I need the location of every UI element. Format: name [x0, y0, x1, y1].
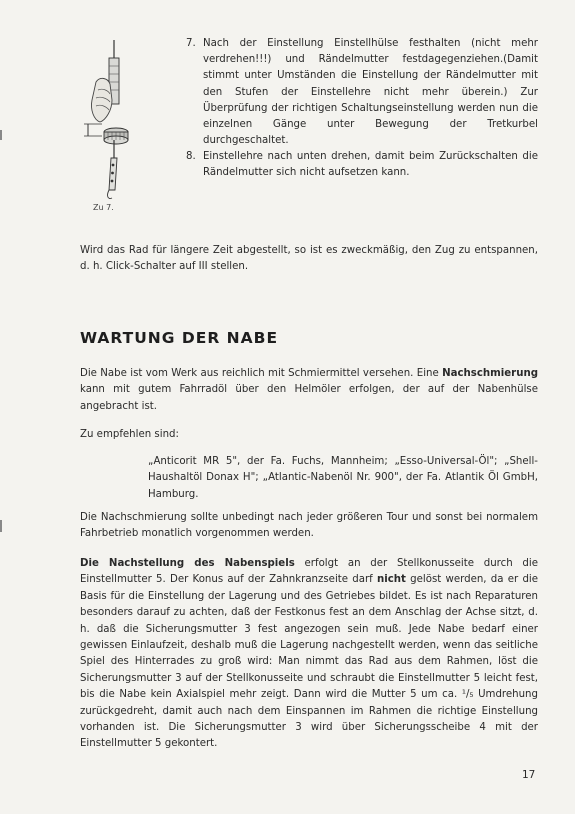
relubrication-note: Die Nachschmierung sollte unbedingt nach jeder größeren Tour und sonst bei normalem Fahrbetrieb monatlich vorgenommen werden.	[80, 512, 538, 540]
step-7	[186, 36, 538, 149]
page-number: 17	[522, 769, 536, 781]
oils-list: „Anticorit MR 5", der Fa. Fuchs, Mannheim; „Esso-Universal-Öl"; „Shell-Haushaltöl Donax H"; „Atlantic-Nabenöl Nr. 900", der Fa. Atlantik Öl GmbH, Hamburg.	[148, 456, 538, 500]
lubrication-text-end: kann mit gutem Fahrradöl über den Helmöler erfolgen, der auf der Nabenhülse angebracht ist.	[80, 384, 538, 412]
lubrication-keyword: Nachschmierung	[442, 368, 538, 379]
lubrication-text-start: Die Nabe ist vom Werk aus reichlich mit Schmiermittel versehen. Eine	[80, 368, 443, 379]
step-text: Nach der Einstellung Einstellhülse festhalten (nicht mehr verdrehen!!!) und Rändelmutter festdagegenziehen.(Damit stimmt unter Umständen die Einstellung der Rändelmutter mit den Stufen der Einstellehre nicht mehr überein.) Zur Überprüfung der richtigen Schaltungseinstellung werden nun die einzelnen Gänge unter Bewegung der Tretkurbel durchgeschaltet.	[203, 38, 538, 147]
adjustment-text-1: erfolgt an der Stellkonusseite durch die Einstellmutter 5. Der Konus auf der Zahnkranzseite darf	[80, 558, 538, 586]
step-text: Einstellehre nach unten drehen, damit beim Zurückschalten die Rändelmutter sich nicht aufsetzen kann.	[203, 151, 538, 179]
section-heading: WARTUNG DER NABE	[80, 329, 279, 347]
adjustment-text-2: gelöst werden, da er die Basis für die Einstellung der Lagerung und des Getriebes bildet. Es ist nach Reparaturen besonders darauf zu achten, daß der Festkonus fest an dem Anschlag der Achse sitzt, d. h. daß die Sicherungsmutter 3 fest angezogen sein muß. Jede Nabe bedarf einer gewissen Einlaufzeit, deshalb muß die Lagerung nachgestellt werden, wenn das seitliche Spiel des Hinterrades zu groß wird: Man nimmt das Rad aus dem Rahmen, löst die Sicherungsmutter 3 auf der Stellkonusseite und schraubt die Einstellmutter 5 leicht fest, bis die Nabe kein Axialspiel mehr zeigt. Dann wird die Mutter 5 um ca. ¹/₅ Umdrehung zurückgedreht, damit auch nach dem Einspannen im Rahmen die richtige Einstellung vorhanden ist. Die Sicherungsmutter 3 wird über Sicherungsscheibe 4 mit der Einstellmutter 5 gekontert.	[80, 574, 539, 750]
binding-mark	[0, 520, 2, 532]
step-number: 7.	[186, 38, 196, 49]
binding-mark	[0, 130, 2, 140]
step-8	[186, 149, 538, 181]
adjustment-lead: Die Nachstellung des Nabenspiels	[80, 558, 295, 569]
adjustment-illustration	[78, 40, 158, 220]
lubrication-paragraph	[80, 366, 538, 415]
storage-paragraph: Wird das Rad für längere Zeit abgestellt, so ist es zweckmäßig, den Zug zu entspannen, d. h. Click-Schalter auf III stellen.	[80, 245, 538, 273]
figure-caption: Zu 7.	[93, 203, 114, 212]
recommend-intro: Zu empfehlen sind:	[80, 429, 179, 440]
adjustment-paragraph	[80, 556, 538, 753]
step-number: 8.	[186, 151, 196, 162]
adjustment-emphasis: nicht	[377, 574, 406, 586]
